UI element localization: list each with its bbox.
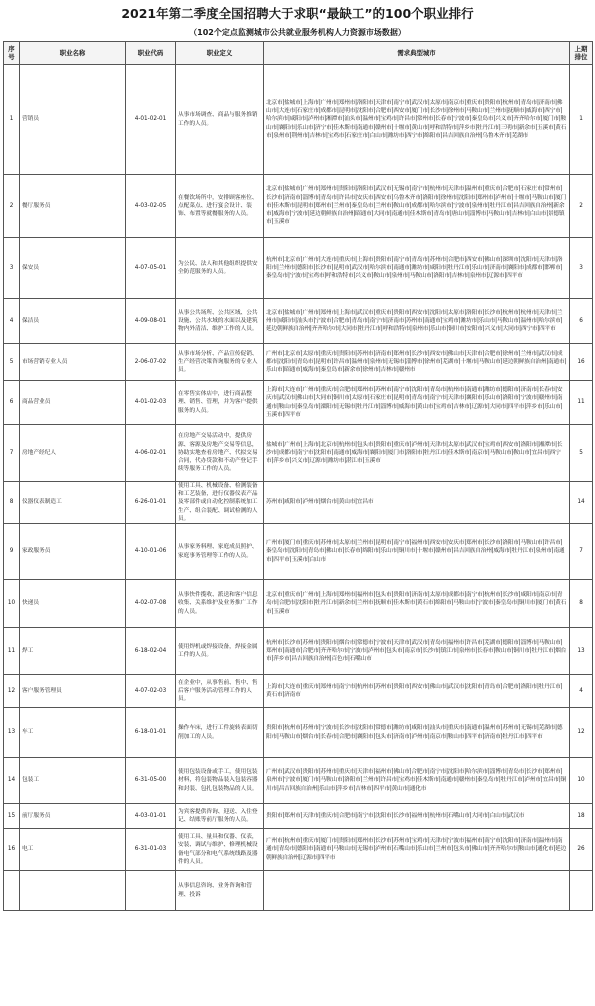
- cell-occupation-name: 营销员: [20, 65, 126, 175]
- cell-occupation-code: 4-10-01-06: [126, 524, 176, 580]
- cell-occupation-definition: 从事信息咨询、业务咨询和管理、投诉: [176, 871, 264, 911]
- cell-previous-rank: 11: [570, 381, 593, 425]
- cell-occupation-definition: 从事公共场所、公共区域、公共设施、公共水域的水面以及建筑物内外清洁、维护工作的人员。: [176, 299, 264, 344]
- table-body: [4, 65, 593, 911]
- header-seq: 序号: [4, 42, 20, 65]
- table-row: [4, 299, 593, 344]
- cell-occupation-name: 市场营销专业人员: [20, 344, 126, 381]
- cell-occupation-name: 商品营业员: [20, 381, 126, 425]
- cell-typical-cities: 北京市|重庆市|广州市|上海市|郑州市|福州市|包头市|贵阳市|济南市|太原市|成都市|南宁市|杭州市|长沙市|咸阳市|南京市|青岛市|合肥市|沈阳市|牡丹江市|新余市|兰州市|抚顺市|佳木斯市|黄石市|绵阳市|马鞍山市|宁波市|秦皇岛市|铜川市|厦门市|黄石市|玉溪市: [264, 580, 570, 628]
- cell-seq: 9: [4, 524, 20, 580]
- page-title: 2021年第二季度全国招聘大于求职“最缺工”的100个职业排行: [121, 6, 474, 21]
- cell-typical-cities: 北京市|盐城市|广州市|郑州市|上海市|武汉市|重庆市|贵阳市|西安市|沈阳市|太原市|洛阳市|长沙市|杭州市|杭州市|天津市|兰州市|咸阳市|汕头市|宁波市|合肥市|青岛市|南宁市|济南市|苏州市|南通市|宝鸡市|潍坊市|乐山市|马鞍山市|温州市|哈尔滨市|延边朝鲜族自治州|齐齐哈尔市|大同市|牡丹江市|呼和浩特市|泉州市|乐山市|铜川市|安阳市|兴义市|大同市|西宁市|四平市: [264, 299, 570, 344]
- cell-typical-cities: 北京市|盐城市|上海市|广州市|郑州市|洛阳市|天津市|南宁市|武汉市|太原市|南京市|重庆市|贵阳市|杭州市|青岛市|济南市|佛山市|大连市|石家庄市|成都市|昆明市|沈阳市|合肥市|西安市|厦门市|长沙市|徐州市|马鞍山市|兰州市|抚顺市|威海市|西宁市|哈尔滨市|咸阳市|泸州市|湘潭市|汕头市|温州市|宝鸡市|许昌市|常州市|长春市|宁波市|秦皇岛市|兴义市|齐齐哈尔市|厦门市|鞍山市|襄阳市|乐山市|济宁市|佳木斯市|南通市|赣州市|十堰市|黄山市|呼和浩特市|萍乡市|牡丹江市|三明市|新余市|玉溪市|黄石市|泉州市|荆州市|吉林市|宝鸡市|石家庄市|白山市|潍坊市|西宁市|绵阳市|昌吉回族自治州|乌鲁木齐市|芜湖市: [264, 65, 570, 175]
- cell-seq: [4, 871, 20, 911]
- cell-occupation-name: 保安员: [20, 238, 126, 299]
- cell-seq: 4: [4, 299, 20, 344]
- cell-occupation-code: 4-07-05-01: [126, 238, 176, 299]
- table-row: [4, 238, 593, 299]
- cell-previous-rank: 4: [570, 675, 593, 708]
- table-row: [4, 344, 593, 381]
- cell-previous-rank: 10: [570, 758, 593, 804]
- cell-occupation-definition: 为宾客提供咨询、迎送、入住登记、结账等前厅服务的人员。: [176, 804, 264, 829]
- cell-occupation-definition: 为公民、法人和其他组织提供安全防范服务的人员。: [176, 238, 264, 299]
- cell-seq: 2: [4, 175, 20, 238]
- cell-occupation-name: 前厅服务员: [20, 804, 126, 829]
- cell-occupation-code: 4-03-02-05: [126, 175, 176, 238]
- cell-occupation-name: 客户服务管理员: [20, 675, 126, 708]
- ranking-table: [3, 41, 593, 911]
- cell-typical-cities: 广州市|厦门市|重庆市|苏州市|太原市|兰州市|昆明市|南宁市|福州市|西安市|安庆市|郑州市|长沙市|洛阳市|马鞍山市|许昌市|秦皇岛市|沈阳市|青岛市|佛山市|长春市|绵阳市|乐山市|铜川市|十堰市|赣州市|昌吉回族自治州|威海市|牡丹江市|泉州市|南通市|四平市|玉溪市|白山市: [264, 524, 570, 580]
- cell-occupation-name: 房地产经纪人: [20, 425, 126, 482]
- cell-occupation-definition: 操作车床，进行工件旋转表面切削加工的人员。: [176, 708, 264, 758]
- table-row: [4, 482, 593, 524]
- cell-occupation-definition: 在房地产交易活动中，提供房源、客源及房地产交易等信息，协助实地查看房地产、代拟交易合同，代办贷款和不动产登记手续等服务工作的人员。: [176, 425, 264, 482]
- header-occupation-name: 职业名称: [20, 42, 126, 65]
- cell-occupation-code: 4-07-02-03: [126, 675, 176, 708]
- cell-occupation-name: [20, 871, 126, 911]
- cell-previous-rank: 5: [570, 425, 593, 482]
- cell-occupation-definition: 使用焊机或焊接设备，焊接金属工件的人员。: [176, 628, 264, 675]
- cell-occupation-definition: 从事快件揽收、派送和客户信息收集、关系维护及业务推广工作的人员。: [176, 580, 264, 628]
- cell-occupation-code: 4-03-01-01: [126, 804, 176, 829]
- table-row: [4, 758, 593, 804]
- table-row: [4, 425, 593, 482]
- cell-occupation-name: 电工: [20, 829, 126, 871]
- cell-typical-cities: 广州市|杭州市|重庆市|厦门市|贵阳市|郑州市|长沙市|苏州市|宝鸡市|天津市|宁波市|福州市|南宁市|沈阳市|济南市|温州市|南通市|青岛市|德阳市|南通市|马鞍山市|无锡市|泸州市|石嘴山市|乐山市|兰州市|包头市|佛山市|齐齐哈尔市|鞍山市|通化市|延边朝鲜族自治州|辽源市|四平市: [264, 829, 570, 871]
- cell-occupation-name: 焊工: [20, 628, 126, 675]
- cell-seq: 14: [4, 758, 20, 804]
- cell-typical-cities: 盐城市|广州市|上海市|北京市|杭州市|包头市|贵阳市|重庆市|泸州市|天津市|太原市|武汉市|宝鸡市|西安市|洛阳市|湘潭市|长沙市|成都市|南宁市|沈阳市|南通市|威海市|襄阳市|厦门市|洛阳市|牡丹江市|佳木斯市|南京市|马鞍山市|鞍山市|宜昌市|西宁市|萍乡市|兴义市|辽源市|潍坊市|湛江市|玉溪市: [264, 425, 570, 482]
- cell-seq: 15: [4, 804, 20, 829]
- cell-occupation-definition: 从事家务料理、家庭成员照护、家庭事务管理等工作的人员。: [176, 524, 264, 580]
- cell-typical-cities: 广州市|武汉市|贵阳市|苏州市|重庆市|天津市|福州市|佛山市|合肥市|南宁市|沈阳市|哈尔滨市|淄博市|青岛市|长沙市|郑州市|泉州市|宁波市|厦门市|马鞍山市|洛阳市|兰州市|许昌市|宝鸡市|佳木斯市|南通市|赣州市|秦皇岛市|牡丹江市|泸州市|宜昌市|铜川市|昌吉回族自治州|乐山市|萍乡市|吉林市|四平市|黄山市|通化市: [264, 758, 570, 804]
- header-occupation-code: 职业代码: [126, 42, 176, 65]
- table-row: [4, 65, 593, 175]
- cell-previous-rank: 3: [570, 238, 593, 299]
- cell-previous-rank: 8: [570, 580, 593, 628]
- header-typical-cities: 需求典型城市: [264, 42, 570, 65]
- cell-occupation-definition: 使用包装设备或手工，使用包装材料，将包装物品装入包装容器和封装、包扎包装物品的人员。: [176, 758, 264, 804]
- cell-occupation-name: 车工: [20, 708, 126, 758]
- cell-previous-rank: 26: [570, 829, 593, 871]
- cell-seq: 5: [4, 344, 20, 381]
- cell-seq: 7: [4, 425, 20, 482]
- cell-occupation-definition: 使用工具、机械设备、检测装备和工艺装备，进行仪器仪表产品及零部件或自动化控制系统加工生产、组合装配、调试检测的人员。: [176, 482, 264, 524]
- cell-typical-cities: 北京市|盐城市|广州市|郑州市|贵阳市|洛阳市|武汉市|无锡市|南宁市|杭州市|天津市|温州市|重庆市|合肥市|石家庄市|常州市|长沙市|济南市|淄博市|青岛市|许昌市|安庆市|西安市|乌鲁木齐市|洛阳市|徐州市|沈阳市|郑州市|泸州市|十堰市|马鞍山市|厦门市|佳木斯市|昆明市|郑州市|兰州市|秦皇岛市|兰州市|鞍山市|成都市|哈尔滨市|宁波市|泉州市|牡丹江市|昌吉回族自治州|新余市|威海市|宁波市|延边朝鲜族自治州|昭通市|大同市|南通市|佳木斯市|青岛市|唐山市|淄博市|马鞍山市|吉林市|白山市|景德镇市|玉溪市: [264, 175, 570, 238]
- cell-seq: 11: [4, 628, 20, 675]
- cell-occupation-name: 餐厅服务员: [20, 175, 126, 238]
- cell-typical-cities: 杭州市|北京市|广州市|大连市|重庆市|上海市|贵阳市|南宁市|青岛市|苏州市|合肥市|西安市|佛山市|深圳市|沈阳市|天津市|洛阳市|兰州市|德阳市|长沙市|昆明市|武汉市|哈尔滨市|南通市|潍坊市|咸阳市|牡丹江市|乐山市|济南市|襄阳市|成都市|邯郸市|秦皇岛市|宁波市|宝鸡市|呼和浩特市|兴义市|鞍山市|泉州市|马鞍山市|洛阳市|吉林市|泉州市|辽源市|四平市: [264, 238, 570, 299]
- cell-previous-rank: 6: [570, 299, 593, 344]
- cell-typical-cities: 上海市|大连市|重庆市|郑州市|南宁市|杭州市|苏州市|贵阳市|西安市|佛山市|武汉市|沈阳市|青岛市|合肥市|洛阳市|牡丹江市|黄石市|济南市: [264, 675, 570, 708]
- cell-occupation-code: 6-31-05-00: [126, 758, 176, 804]
- table-row: [4, 829, 593, 871]
- cell-occupation-code: 6-18-01-01: [126, 708, 176, 758]
- header-previous-rank: 上期排位: [570, 42, 593, 65]
- cell-occupation-definition: 从事市场分析、产品宣传促销、生产经营决策咨询服务的专业人员。: [176, 344, 264, 381]
- cell-previous-rank: 12: [570, 708, 593, 758]
- table-header-row: [4, 42, 593, 65]
- cell-previous-rank: [570, 871, 593, 911]
- cell-previous-rank: 18: [570, 804, 593, 829]
- cell-occupation-definition: 使用工具、量具和仪器、仪表，安装、调试与维护、修理机械设备电气部分和电气系统线路及器件的人员。: [176, 829, 264, 871]
- table-row: [4, 708, 593, 758]
- cell-typical-cities: 贵阳市|郑州市|天津市|重庆市|合肥市|南宁市|沈阳市|长沙市|福州市|杭州市|石嘴山市|大同市|白山市|武汉市: [264, 804, 570, 829]
- cell-occupation-code: 4-06-02-01: [126, 425, 176, 482]
- cell-previous-rank: 16: [570, 344, 593, 381]
- cell-occupation-code: 4-02-07-08: [126, 580, 176, 628]
- cell-occupation-code: 4-01-02-01: [126, 65, 176, 175]
- cell-occupation-definition: 在零售实体店中，进行商品整理、销售、管理，并为客户提供服务的人员。: [176, 381, 264, 425]
- cell-occupation-name: 家政服务员: [20, 524, 126, 580]
- cell-occupation-definition: 从事市场调查、商品与服务推销工作的人员。: [176, 65, 264, 175]
- cell-seq: 10: [4, 580, 20, 628]
- cell-previous-rank: 7: [570, 524, 593, 580]
- cell-seq: 16: [4, 829, 20, 871]
- cell-occupation-name: 保洁员: [20, 299, 126, 344]
- table-row: [4, 580, 593, 628]
- cell-occupation-code: [126, 871, 176, 911]
- cell-occupation-name: 仪器仪表制造工: [20, 482, 126, 524]
- cell-typical-cities: 广州市|北京市|太原市|重庆市|贵阳市|苏州市|济南市|郑州市|长沙市|西安市|佛山市|天津市|合肥市|徐州市|兰州市|武汉市|成都市|沈阳市|青岛市|昆明市|许昌市|温州市|泉州市|无锡市|淄博市|徐州市|芜湖市|十堰市|马鞍山市|延边朝鲜族自治州|南通市|乐山市|昭通市|威海市|秦皇岛市|新余市|徐州市|吉林市|赣州市: [264, 344, 570, 381]
- cell-occupation-name: 快递员: [20, 580, 126, 628]
- cell-occupation-code: 6-31-01-03: [126, 829, 176, 871]
- table-row: [4, 804, 593, 829]
- cell-typical-cities: [264, 871, 570, 911]
- cell-occupation-code: 4-01-02-03: [126, 381, 176, 425]
- cell-occupation-code: 2-06-07-02: [126, 344, 176, 381]
- cell-previous-rank: 2: [570, 175, 593, 238]
- table-row: [4, 871, 593, 911]
- cell-previous-rank: 14: [570, 482, 593, 524]
- cell-seq: 8: [4, 482, 20, 524]
- cell-seq: 1: [4, 65, 20, 175]
- cell-typical-cities: 贵阳市|杭州市|苏州市|宁波市|长沙市|沈阳市|常德市|潍坊市|咸阳市|汕头市|重庆市|南通市|温州市|苏州市|无锡市|芜湖市|德阳市|马鞍山市|烟台市|长春市|合肥市|襄阳市|包头市|济南市|泸州市|南京市|鞍山市|四平市|济南市|牡丹江市|四平市: [264, 708, 570, 758]
- cell-occupation-definition: 在企业中，从事售前、售中、售后客户服务活动管理工作的人员。: [176, 675, 264, 708]
- cell-typical-cities: 上海市|大连市|广州市|重庆市|合肥市|郑州市|苏州市|南宁市|沈阳市|青岛市|杭州市|南通市|潍坊市|德阳市|济南市|长春市|安庆市|武汉市|佛山市|大同市|铜川市|太原市|石家庄市|昆明市|青岛市|南宁市|天津市|襄阳市|乐山市|洛阳市|宁波市|赣州市|南通市|鞍山市|秦皇岛市|溧阳市|无锡市|牡丹江市|淄博市|威海市|黄山市|宝鸡市|吉林市|辽源市|大同市|四平市|萍乡市|乐山市|玉溪市|四平市: [264, 381, 570, 425]
- header-occupation-definition: 职业定义: [176, 42, 264, 65]
- cell-seq: 12: [4, 675, 20, 708]
- cell-seq: 13: [4, 708, 20, 758]
- table-row: [4, 175, 593, 238]
- table-row: [4, 381, 593, 425]
- cell-occupation-name: 包装工: [20, 758, 126, 804]
- cell-occupation-code: 6-18-02-04: [126, 628, 176, 675]
- table-row: [4, 524, 593, 580]
- cell-occupation-code: 4-09-08-01: [126, 299, 176, 344]
- cell-previous-rank: 1: [570, 65, 593, 175]
- page-subtitle: （102个定点监测城市公共就业服务机构人力资源市场数据）: [189, 28, 406, 37]
- cell-seq: 6: [4, 381, 20, 425]
- cell-seq: 3: [4, 238, 20, 299]
- cell-typical-cities: 苏州市|咸阳市|泸州市|烟台市|黄山市|宜昌市: [264, 482, 570, 524]
- table-row: [4, 628, 593, 675]
- cell-previous-rank: 13: [570, 628, 593, 675]
- cell-occupation-code: 6-26-01-01: [126, 482, 176, 524]
- cell-occupation-definition: 在餐饮场所中，安排顾客座位、点配菜点、进行宴会设计、装饰、布置等就餐服务的人员。: [176, 175, 264, 238]
- cell-typical-cities: 杭州市|长沙市|苏州市|贵阳市|烟台市|常德市|宁波市|天津市|武汉市|青岛市|福州市|许昌市|芜湖市|德阳市|淄博市|马鞍山市|郑州市|南通市|合肥市|齐齐哈尔市|宁波市|泸州市|包头市|南京市|长沙市|镇江市|泉州市|长春市|鞍山市|铜川市|牡丹江市|烟台市|萍乡市|昌吉回族自治州|百色市|石嘴山市: [264, 628, 570, 675]
- table-row: [4, 675, 593, 708]
